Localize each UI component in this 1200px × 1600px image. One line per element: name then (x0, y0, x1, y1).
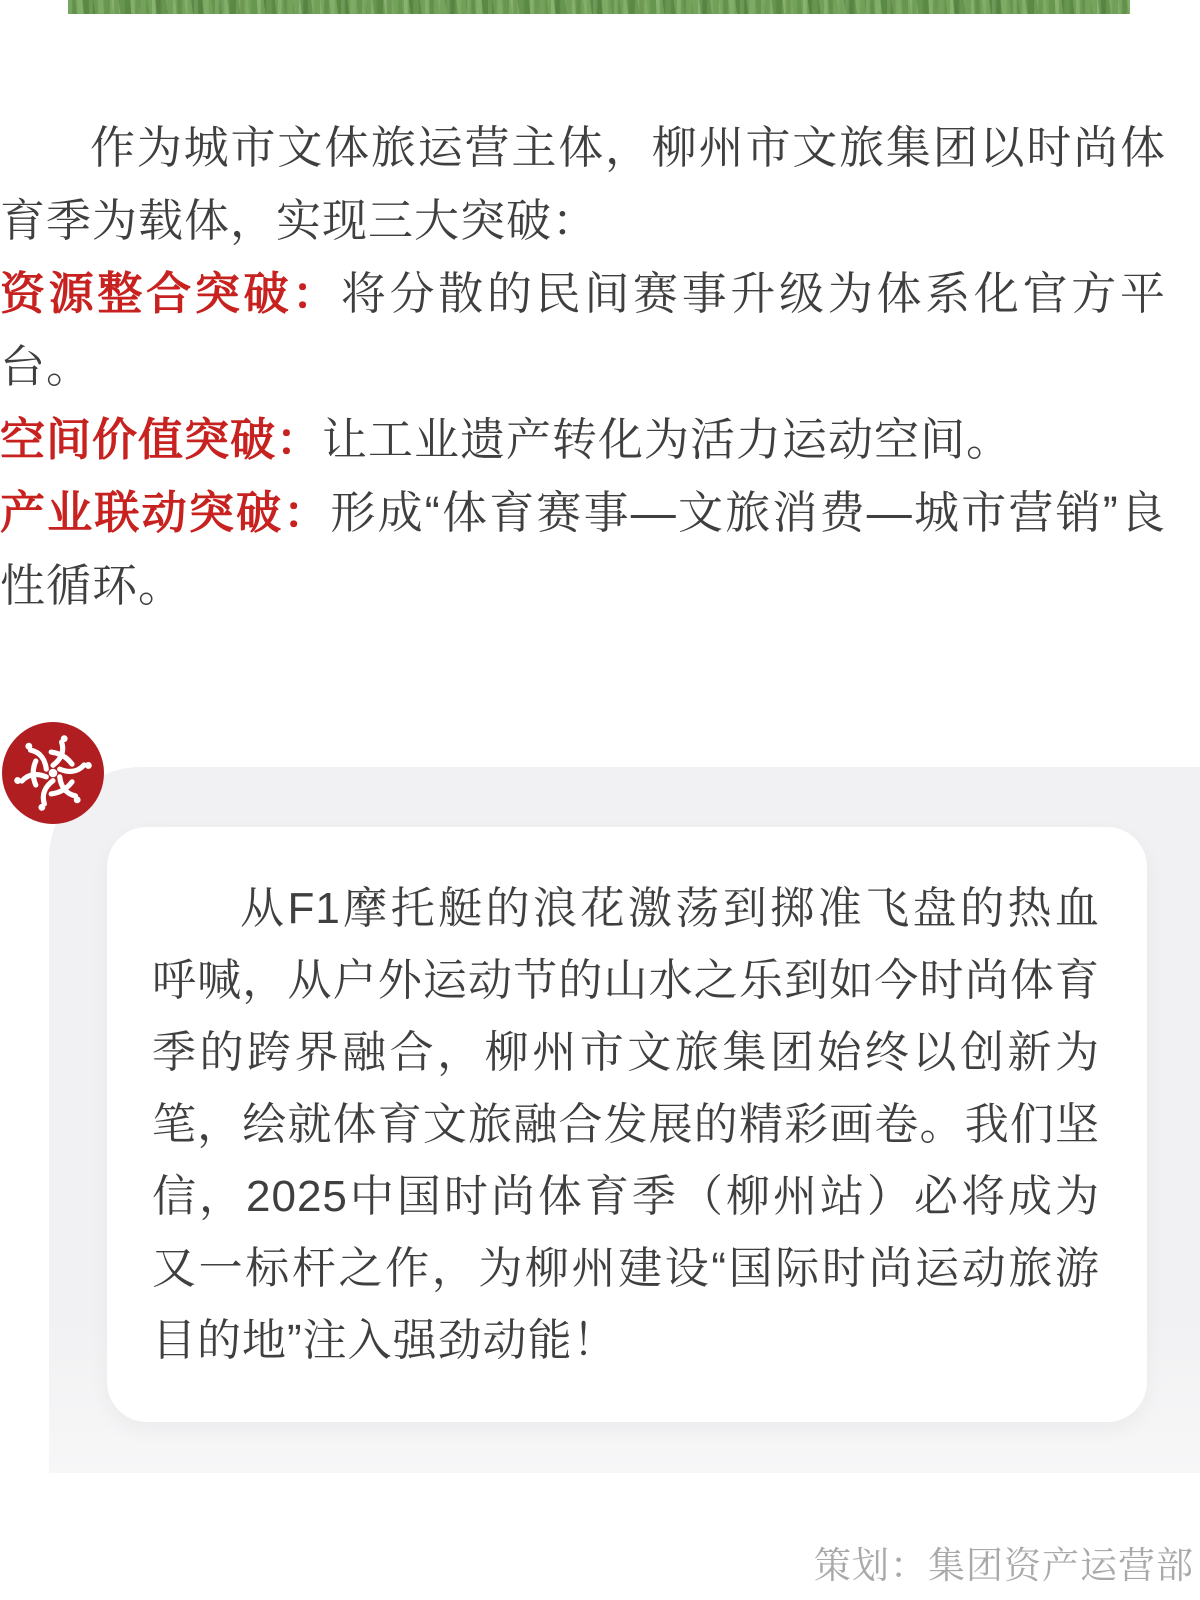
breakthrough-paragraph-1 (0, 257, 1166, 403)
quote-card (107, 827, 1147, 1422)
breakthrough-paragraph-2 (0, 403, 1166, 476)
breakthrough-text-1: 将分散的民间赛事升级为体系化官方平台。 (0, 268, 1166, 392)
breakthrough-label-2: 空间价值突破： (0, 414, 323, 465)
breakthrough-paragraph-3 (0, 476, 1166, 622)
logo-badge (2, 722, 104, 824)
breakthrough-label-3: 产业联动突破： (0, 487, 331, 538)
snowflake-figures-logo-icon (10, 730, 96, 816)
credit-line: 策划：集团资产运营部 (814, 1545, 1194, 1586)
intro-paragraph: 作为城市文体旅运营主体，柳州市文旅集团以时尚体育季为载体，实现三大突破： (0, 122, 1166, 246)
quote-panel (49, 767, 1200, 1473)
breakthrough-text-2: 让工业遗产转化为活力运动空间。 (322, 414, 1013, 465)
breakthrough-text-3: 形成“体育赛事—文旅消费—城市营销”良性循环。 (0, 487, 1166, 611)
article-body (0, 111, 1166, 622)
quote-text: 从F1摩托艇的浪花激荡到掷准飞盘的热血呼喊，从户外运动节的山水之乐到如今时尚体育季的跨界融合，柳州市文旅集团始终以创新为笔，绘就体育文旅融合发展的精彩画卷。我们坚信，2025中国时尚体育季（柳州站）必将成为又一标杆之作，为柳州建设“国际时尚运动旅游目的地”注入强劲动能！ (152, 884, 1100, 1365)
breakthrough-label-1: 资源整合突破： (0, 268, 341, 319)
grass-photo-strip (68, 0, 1130, 14)
